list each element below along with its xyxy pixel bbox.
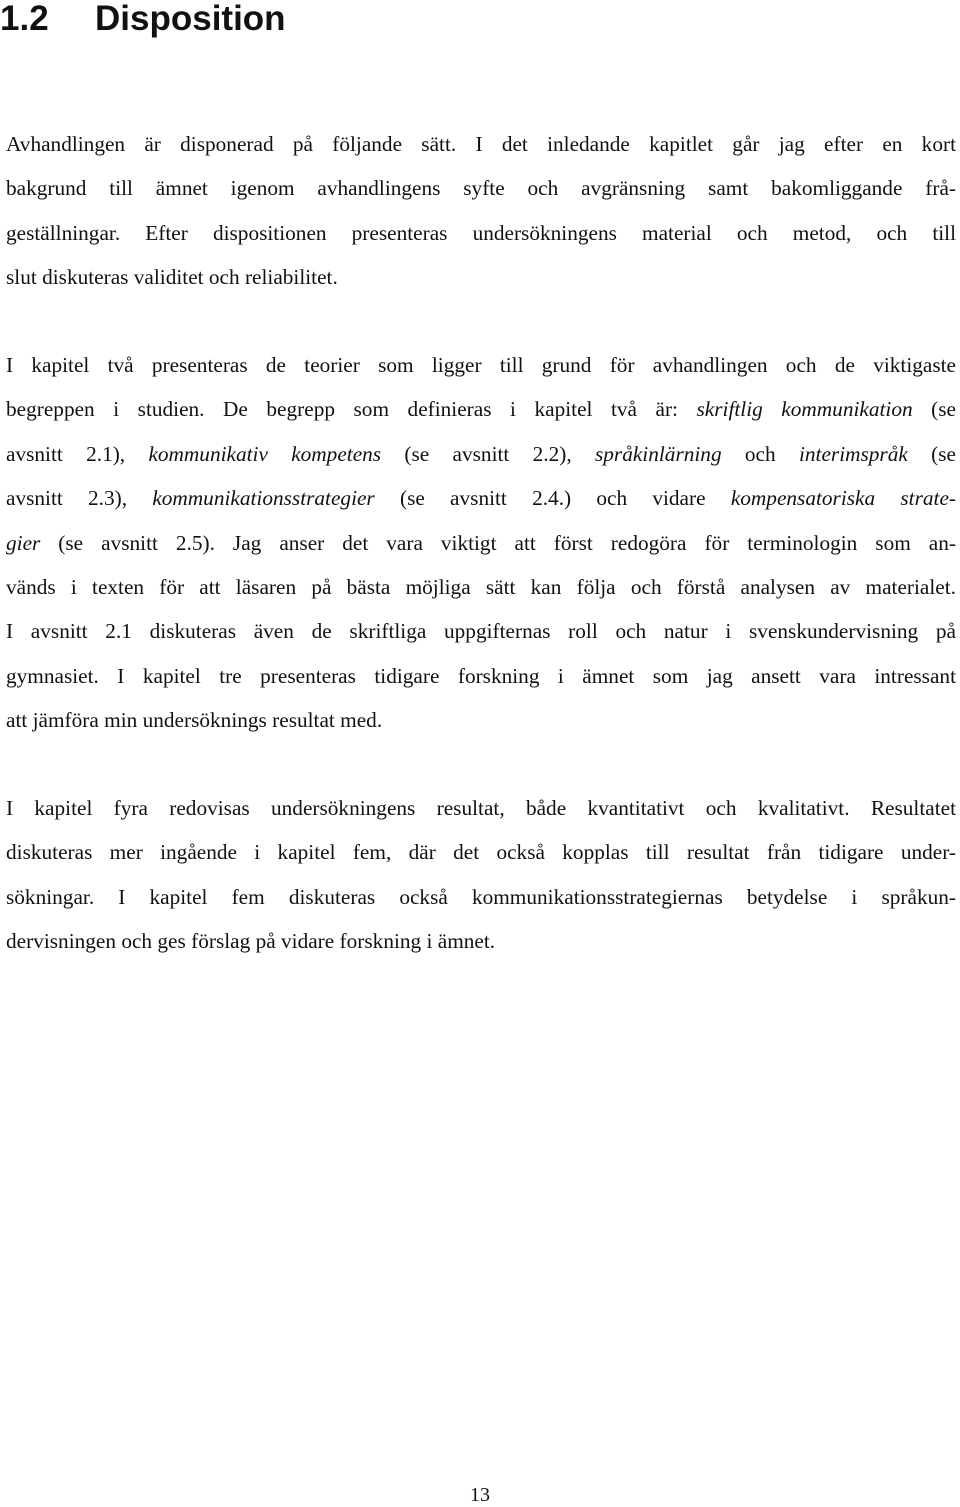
text-run: I kapitel två presenteras de teorier som ligger till grund för avhandlingen och de viktigaste: [6, 353, 956, 377]
text-run: I kapitel fyra redovisas undersökningens resultat, både kvantitativt och kvalitativt. Resultatet: [6, 796, 956, 820]
text-run: och: [721, 441, 799, 466]
italic-term: interimspråk: [798, 441, 908, 466]
text-run: (se avsnitt 2.2),: [381, 441, 595, 466]
italic-term: kommunikativ kompetens: [148, 441, 382, 466]
text-run: (se: [912, 397, 956, 422]
paragraph-1: [6, 122, 956, 300]
italic-term: gier: [6, 530, 41, 555]
italic-term: språkinlärning: [594, 441, 722, 466]
text-line: [6, 698, 956, 742]
text-line: [6, 875, 956, 919]
paragraph-3: [6, 786, 956, 964]
page-number: 13: [470, 1484, 490, 1506]
text-run: dervisningen och ges förslag på vidare forskning i ämnet.: [6, 929, 496, 954]
text-line: [6, 565, 956, 609]
text-run: vänds i texten för att läsaren på bästa möjliga sätt kan följa och förstå analysen av materialet.: [6, 574, 956, 599]
italic-term: skriftlig kommunikation: [696, 397, 913, 422]
text-run: (se avsnitt 2.5). Jag anser det vara viktigt att först redogöra för terminologin som an-: [40, 530, 956, 555]
text-run: avsnitt 2.1),: [6, 441, 149, 466]
text-line: [6, 521, 956, 565]
text-run: begreppen i studien. De begrepp som definieras i kapitel två är:: [6, 397, 697, 422]
text-run: I avsnitt 2.1 diskuteras även de skriftliga uppgifternas roll och natur i svenskundervisning på: [6, 619, 956, 644]
section-number: 1.2: [0, 0, 49, 38]
text-line: [6, 609, 956, 653]
text-run: geställningar. Efter dispositionen presenteras undersökningens material och metod, och till: [6, 220, 956, 245]
text-line: [6, 255, 956, 299]
text-line: [6, 343, 956, 387]
text-run: sökningar. I kapitel fem diskuteras också kommunikationsstrategiernas betydelse i språkun-: [6, 884, 956, 909]
text-run: slut diskuteras validitet och reliabilitet.: [6, 265, 338, 290]
section-heading: [0, 0, 286, 40]
italic-term: kompensatoriska strate-: [730, 486, 956, 511]
text-run: Avhandlingen är disponerad på följande sätt. I det inledande kapitlet går jag efter en kort: [6, 132, 956, 156]
text-line: [6, 166, 956, 210]
text-run: gymnasiet. I kapitel tre presenteras tidigare forskning i ämnet som jag ansett vara intressant: [6, 663, 956, 688]
text-run: (se: [907, 441, 956, 466]
text-line: [6, 830, 956, 874]
text-line: [6, 476, 956, 520]
text-line: [6, 432, 956, 476]
paragraph-2: [6, 343, 956, 743]
text-line: [6, 122, 956, 166]
text-run: att jämföra min undersöknings resultat med.: [6, 708, 383, 733]
section-title: Disposition: [95, 0, 286, 38]
text-run: (se avsnitt 2.4.) och vidare: [374, 486, 731, 511]
text-run: bakgrund till ämnet igenom avhandlingens syfte och avgränsning samt bakomliggande frå-: [6, 176, 956, 201]
text-line: [6, 919, 956, 963]
text-run: diskuteras mer ingående i kapitel fem, där det också kopplas till resultat från tidigare under-: [6, 840, 956, 865]
text-line: [6, 654, 956, 698]
text-line: [6, 786, 956, 830]
italic-term: kommunikationsstrategier: [152, 486, 375, 511]
text-line: [6, 387, 956, 431]
text-run: avsnitt 2.3),: [6, 486, 153, 511]
text-line: [6, 211, 956, 255]
